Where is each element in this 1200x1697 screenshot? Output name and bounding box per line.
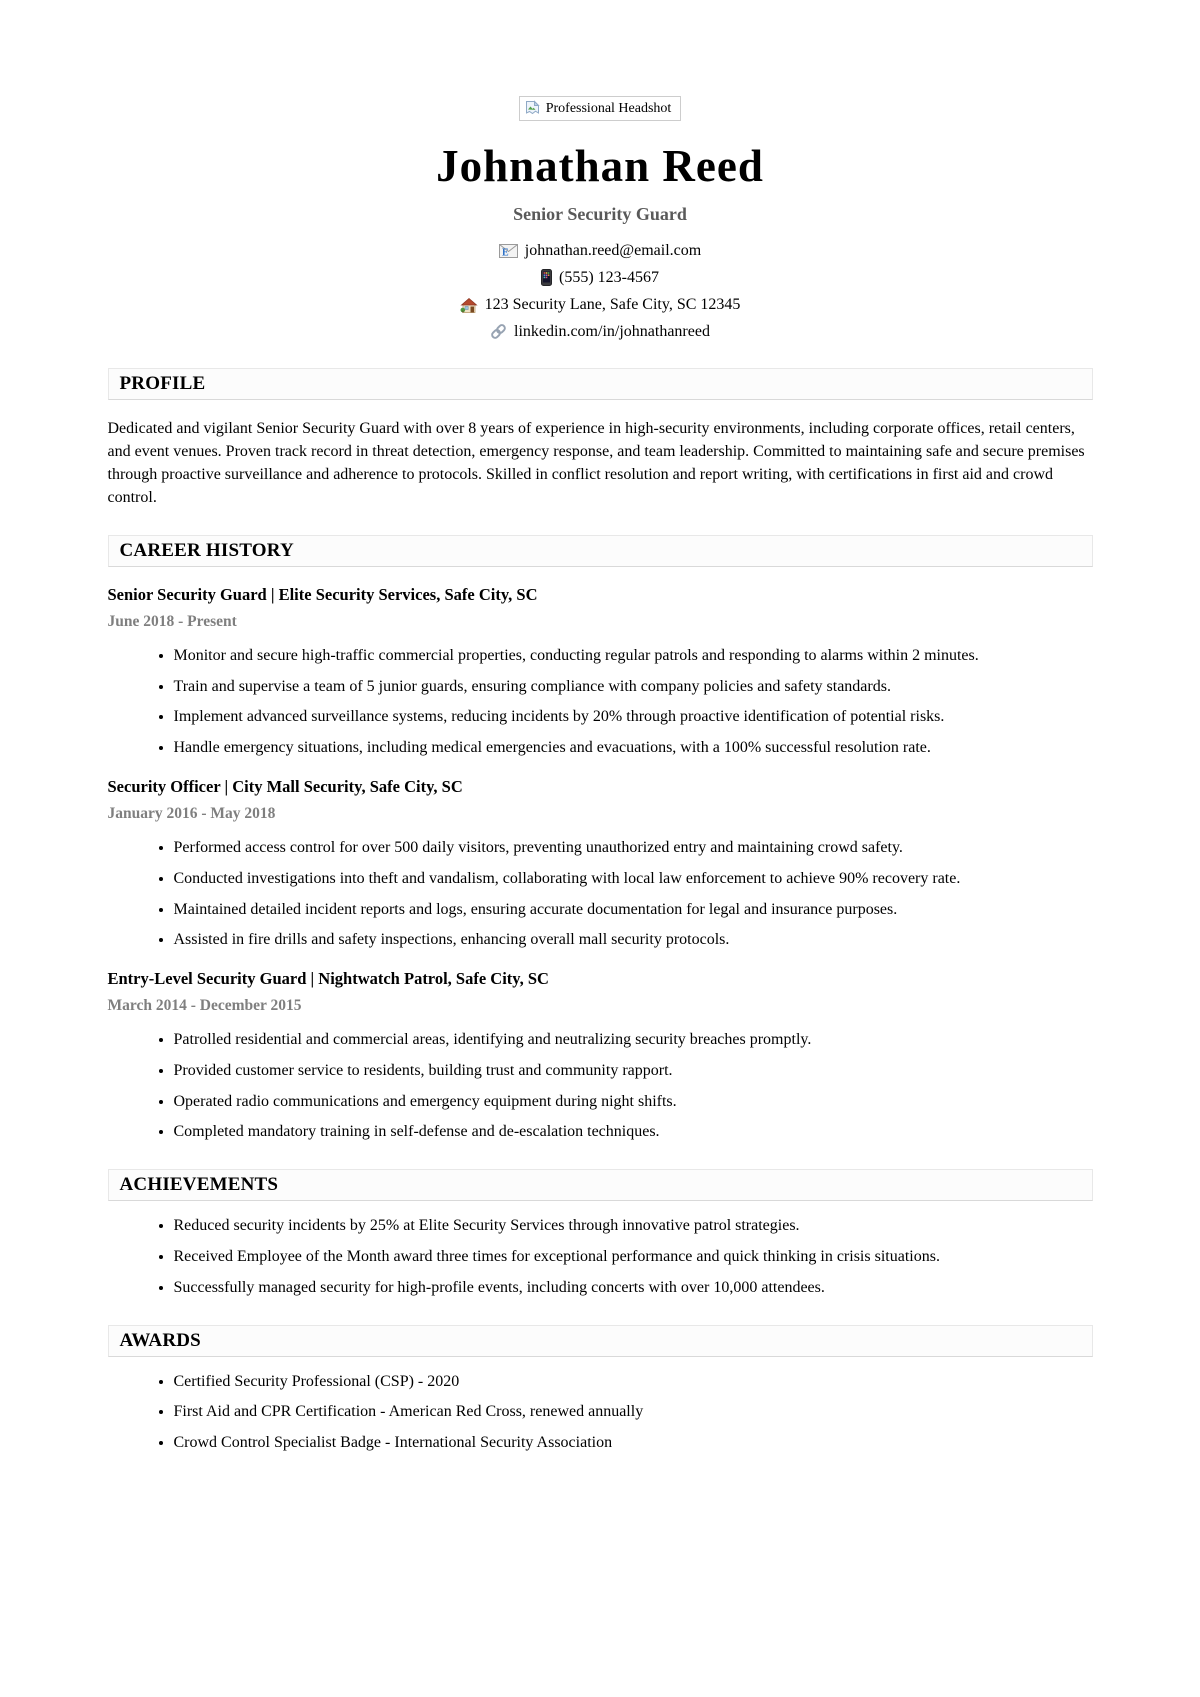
bullet-item: • First Aid and CPR Certification - American Red Cross, renewed annually (174, 1402, 1093, 1423)
section-profile (108, 368, 1093, 509)
job-dates: March 2014 - December 2015 (107, 997, 302, 1015)
bullet-item: • Operated radio communications and emergency equipment during night shifts. (174, 1092, 1093, 1113)
section-career-history (108, 535, 1093, 1144)
section-heading-career-history: CAREER HISTORY (108, 535, 1093, 567)
section-achievements (108, 1169, 1093, 1298)
contact-address-row (108, 295, 1093, 315)
resume-page (108, 0, 1093, 1454)
job-entry (108, 585, 1093, 759)
bullet-item: • Certified Security Professional (CSP) - 2020 (174, 1372, 1093, 1393)
job-entry (108, 777, 1093, 951)
profile-text: Dedicated and vigilant Senior Security Guard with over 8 years of experience in high-security environments, including corporate offices, retail centers, and event venues. Proven track record in threat detection, emergency response, and team leadership. Committed to maintaining safe and secure premises through proactive surveillance and adherence to protocols. Skilled in conflict resolution and report writing, with certifications in first aid and crowd control. (107, 419, 1085, 506)
bullet-item: • Monitor and secure high-traffic commercial properties, conducting regular patrols and responding to alarms within 2 minutes. (174, 646, 1093, 667)
bullet-list (108, 1216, 1093, 1298)
contact-address-text: 123 Security Lane, Safe City, SC 12345 (484, 295, 741, 313)
bullet-item: • Successfully managed security for high-profile events, including concerts with over 10,000 attendees. (174, 1278, 1093, 1299)
name-heading: Johnathan Reed (436, 141, 764, 191)
job-entry (108, 969, 1093, 1143)
phone-icon (541, 269, 552, 286)
broken-image-icon (524, 100, 541, 117)
home-icon (460, 297, 478, 313)
job-dates: January 2016 - May 2018 (107, 804, 276, 822)
contact-linkedin-text: linkedin.com/in/johnathanreed (514, 322, 710, 340)
job-title: Senior Security Guard | Elite Security Services, Safe City, SC (107, 584, 538, 604)
job-title-subtitle: Senior Security Guard (513, 203, 687, 224)
job-title: Entry-Level Security Guard | Nightwatch Patrol, Safe City, SC (107, 969, 549, 989)
bullet-list (108, 838, 1093, 951)
bullet-item: • Maintained detailed incident reports and logs, ensuring accurate documentation for legal and insurance purposes. (174, 900, 1093, 921)
section-heading-achievements: ACHIEVEMENTS (108, 1169, 1093, 1201)
contact-info (108, 241, 1093, 342)
contact-phone-text: (555) 123-4567 (559, 268, 659, 286)
job-title: Security Officer | City Mall Security, Safe City, SC (107, 776, 463, 796)
bullet-item: • Reduced security incidents by 25% at Elite Security Services through innovative patrol strategies. (174, 1216, 1093, 1237)
bullet-list (108, 646, 1093, 759)
section-heading-awards: AWARDS (108, 1325, 1093, 1357)
contact-phone-row (108, 268, 1093, 288)
job-dates: June 2018 - Present (107, 612, 237, 630)
headshot-alt-text: Professional Headshot (545, 100, 672, 116)
bullet-item: • Train and supervise a team of 5 junior guards, ensuring compliance with company policies and safety standards. (174, 677, 1093, 698)
contact-email-text: johnathan.reed@email.com (524, 241, 702, 259)
bullet-item: • Received Employee of the Month award three times for exceptional performance and quick thinking in crisis situations. (174, 1247, 1093, 1268)
bullet-list (108, 1030, 1093, 1143)
email-icon (499, 244, 518, 258)
svg-text:E: E (501, 247, 509, 258)
resume-header (108, 96, 1093, 342)
bullet-item: • Handle emergency situations, including medical emergencies and evacuations, with a 100% successful resolution rate. (174, 738, 1093, 759)
bullet-list (108, 1372, 1093, 1454)
bullet-item: • Provided customer service to residents, building trust and community rapport. (174, 1061, 1093, 1082)
bullet-item: • Assisted in fire drills and safety inspections, enhancing overall mall security protocols. (174, 930, 1093, 951)
bullet-item: • Patrolled residential and commercial areas, identifying and neutralizing security breaches promptly. (174, 1030, 1093, 1051)
headshot-broken-image (519, 96, 682, 121)
bullet-item: • Conducted investigations into theft and vandalism, collaborating with local law enforcement to achieve 90% recovery rate. (174, 869, 1093, 890)
bullet-item: • Implement advanced surveillance systems, reducing incidents by 20% through proactive identification of potential risks. (174, 707, 1093, 728)
bullet-item: • Crowd Control Specialist Badge - International Security Association (174, 1433, 1093, 1454)
contact-email-row (108, 241, 1093, 261)
bullet-item: • Performed access control for over 500 daily visitors, preventing unauthorized entry and maintaining crowd safety. (174, 838, 1093, 859)
contact-linkedin-row (108, 322, 1093, 342)
section-heading-profile: PROFILE (108, 368, 1093, 400)
link-icon (490, 323, 507, 340)
section-awards (108, 1325, 1093, 1454)
bullet-item: • Completed mandatory training in self-defense and de-escalation techniques. (174, 1122, 1093, 1143)
